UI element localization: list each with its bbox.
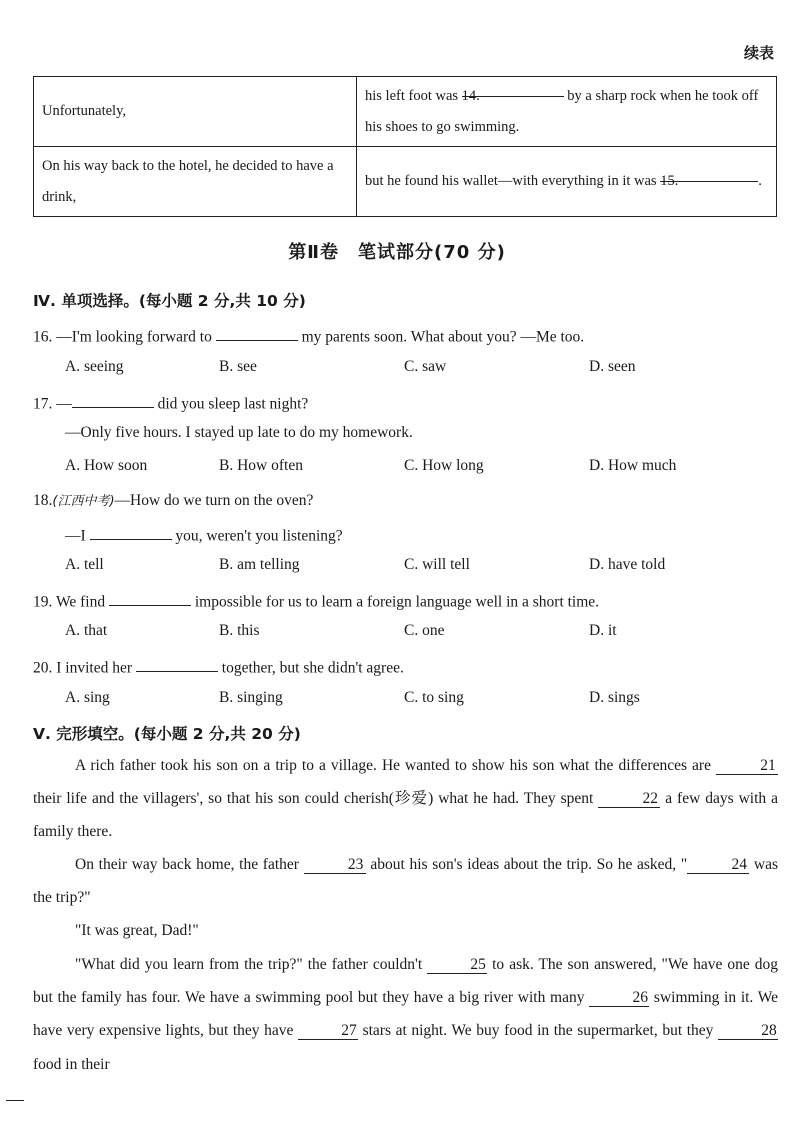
option-d[interactable]: D. How much xyxy=(589,457,677,474)
cell-text: Unfortunately, xyxy=(42,103,127,119)
question-18 xyxy=(33,490,313,510)
option-a[interactable]: A. seeing xyxy=(65,358,124,375)
passage-text: food in their xyxy=(33,1055,110,1073)
option-c[interactable]: C. to sing xyxy=(404,689,464,706)
page-edge-mark xyxy=(6,1100,24,1101)
cloze-blank-28[interactable]: 28 xyxy=(718,1022,778,1040)
part5-heading: Ⅴ. 完形填空。(每小题 2 分,共 20 分) xyxy=(33,725,301,743)
question-text: you, weren't you listening? xyxy=(171,527,343,545)
cloze-blank-25[interactable]: 25 xyxy=(427,956,487,974)
cell-text: but he found his wallet—with everything in it was xyxy=(365,173,661,189)
option-a[interactable]: A. tell xyxy=(65,556,104,573)
question-20 xyxy=(33,655,404,677)
blank-number: 14. xyxy=(461,87,480,104)
question-number: 18. xyxy=(33,492,53,509)
cell-text: his left foot was xyxy=(365,87,462,104)
cell-text: . xyxy=(758,173,762,189)
cloze-blank-26[interactable]: 26 xyxy=(589,989,649,1007)
passage-text: about his son's ideas about the trip. So he asked, " xyxy=(365,856,688,873)
passage-text: On their way back home, the father xyxy=(75,856,304,873)
answer-blank[interactable] xyxy=(136,655,218,672)
question-18-reply xyxy=(65,523,343,545)
passage-text: was the trip?" xyxy=(33,856,778,907)
passage-text: "It was great, Dad!" xyxy=(75,922,199,939)
option-b[interactable]: B. am telling xyxy=(219,556,300,573)
question-17-reply: —Only five hours. I stayed up late to do my homework. xyxy=(65,424,413,441)
question-text: — xyxy=(56,395,72,413)
cell-text: On his way back to the hotel, he decided to have a drink, xyxy=(42,157,334,205)
option-d[interactable]: D. sings xyxy=(589,689,640,706)
question-text: did you sleep last night? xyxy=(153,395,309,413)
continued-label: 续表 xyxy=(743,44,774,62)
question-text: —How do we turn on the oven? xyxy=(114,492,314,509)
question-number: 17. xyxy=(33,395,53,413)
part4-heading: Ⅳ. 单项选择。(每小题 2 分,共 10 分) xyxy=(33,292,306,310)
question-17 xyxy=(33,391,308,413)
option-c[interactable]: C. How long xyxy=(404,457,484,474)
option-a[interactable]: A. How soon xyxy=(65,457,148,474)
option-c[interactable]: C. saw xyxy=(404,358,447,375)
option-c[interactable]: C. one xyxy=(404,622,445,639)
table-cell-left xyxy=(34,147,357,217)
cloze-blank-22[interactable]: 22 xyxy=(598,790,660,808)
question-text: —I xyxy=(65,527,90,545)
continued-table xyxy=(33,76,777,217)
answer-blank[interactable] xyxy=(72,391,154,408)
question-text: my parents soon. What about you? —Me too. xyxy=(297,328,585,346)
table-row xyxy=(34,147,777,217)
question-19 xyxy=(33,589,599,611)
table-row xyxy=(34,77,777,147)
table-cell-right xyxy=(357,77,777,147)
passage-text: to ask. The son answered, "We have one dog but the family has four. We have a swimming pool but they have a big river with many xyxy=(33,956,778,1007)
question-text: impossible for us to learn a foreign language well in a short time. xyxy=(190,593,600,611)
question-number: 19. xyxy=(33,593,53,611)
blank-number: 15. xyxy=(660,173,679,189)
question-text: together, but she didn't agree. xyxy=(217,659,404,677)
section-title: 第Ⅱ卷 笔试部分(70 分) xyxy=(288,242,506,263)
question-number: 20. xyxy=(33,659,53,677)
answer-blank-15[interactable] xyxy=(660,166,758,189)
question-number: 16. xyxy=(33,328,53,346)
passage-text: swimming in it. We have very expensive lights, but they have xyxy=(33,989,778,1040)
passage-text: A rich father took his son on a trip to a village. He wanted to show his son what the differences are xyxy=(75,757,716,774)
passage-text: stars at night. We buy food in the supermarket, but they xyxy=(357,1022,719,1040)
option-b[interactable]: B. How often xyxy=(219,457,303,474)
question-16 xyxy=(33,324,584,346)
option-b[interactable]: B. see xyxy=(219,358,257,375)
cloze-blank-24[interactable]: 24 xyxy=(687,856,749,874)
option-d[interactable]: D. it xyxy=(589,622,617,639)
option-b[interactable]: B. singing xyxy=(219,689,283,706)
question-text: —I'm looking forward to xyxy=(56,328,216,346)
option-d[interactable]: D. seen xyxy=(589,358,636,375)
cloze-paragraph-4 xyxy=(33,948,778,1081)
passage-text: their life and the villagers', so that his son could cherish(珍爱) what he had. They spent xyxy=(33,790,599,808)
option-d[interactable]: D. have told xyxy=(589,556,666,573)
cloze-paragraph-2 xyxy=(33,848,778,914)
table-cell-right xyxy=(357,147,777,217)
option-b[interactable]: B. this xyxy=(219,622,260,639)
cloze-blank-27[interactable]: 27 xyxy=(298,1022,358,1040)
option-c[interactable]: C. will tell xyxy=(404,556,470,573)
option-a[interactable]: A. sing xyxy=(65,689,110,706)
cloze-paragraph-1 xyxy=(33,749,778,849)
table-cell-left xyxy=(34,77,357,147)
cloze-blank-23[interactable]: 23 xyxy=(304,856,366,874)
cloze-blank-21[interactable]: 21 xyxy=(716,757,778,775)
answer-blank[interactable] xyxy=(216,324,298,341)
cell-text: by a sharp rock when he took off his shoes to go swimming. xyxy=(365,87,759,135)
option-a[interactable]: A. that xyxy=(65,622,108,639)
answer-blank-14[interactable] xyxy=(461,81,564,104)
cloze-paragraph-3 xyxy=(33,914,778,947)
passage-text: a few days with a family there. xyxy=(33,790,778,841)
question-source: (江西中考) xyxy=(52,494,115,509)
question-text: I invited her xyxy=(56,659,136,677)
answer-blank[interactable] xyxy=(90,523,172,540)
question-text: We find xyxy=(55,593,109,611)
passage-text: "What did you learn from the trip?" the father couldn't xyxy=(75,956,428,973)
answer-blank[interactable] xyxy=(109,589,191,606)
